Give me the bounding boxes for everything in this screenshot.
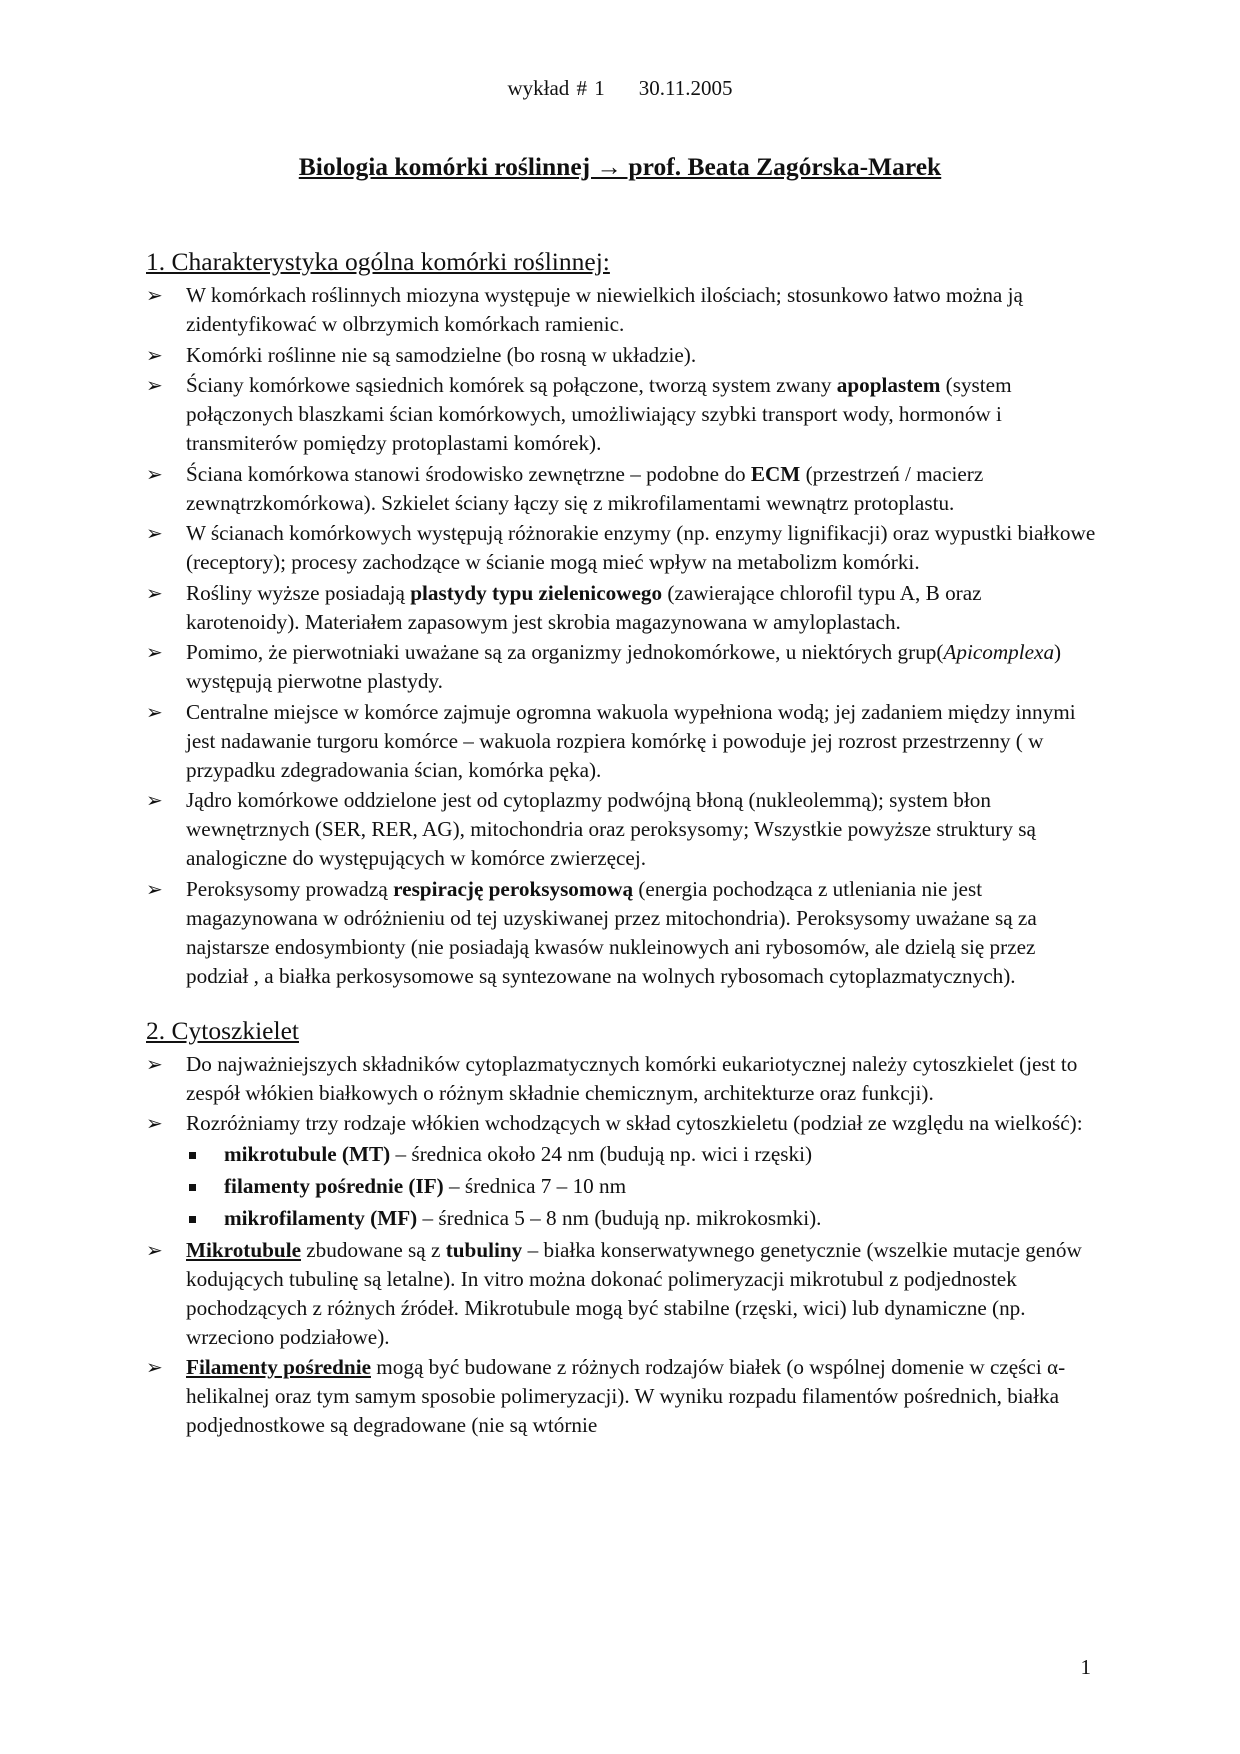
term-apoplast: apoplastem [836, 373, 941, 397]
list-item: ➢ Ściany komórkowe sąsiednich komórek są połączone, tworzą system zwany apoplastem (system połączonych blaszkami ścian komórkowych, umożliwiający szybki transport wody, hormonów i transmiterów pomiędzy protoplastami komórek). [146, 371, 1096, 458]
page-header [0, 76, 1240, 101]
lecture-label: wykład # 1 [507, 76, 605, 100]
list-item: ➢ Jądro komórkowe oddzielone jest od cytoplazmy podwójną błoną (nukleolemmą); system błon wewnętrznych (SER, RER, AG), mitochondria oraz peroksysomy; Wszystkie powyższe struktury są analogiczne do występujących w komórce zwierzęcej. [146, 786, 1096, 873]
sub-list-item: mikrofilamenty (MF) – średnica 5 – 8 nm (budują np. mikrokosmki). [186, 1202, 1096, 1234]
list-item: ➢ Pomimo, że pierwotniaki uważane są za organizmy jednokomórkowe, u niektórych grup(Apicomplexa) występują pierwotne plastydy. [146, 638, 1096, 696]
section-heading-1: 1. Charakterystyka ogólna komórki roślinnej: [146, 247, 610, 276]
term-ecm: ECM [750, 461, 801, 486]
page-number: 1 [1080, 1655, 1091, 1679]
list-item: ➢ Rozróżniamy trzy rodzaje włókien wchodzących w skład cytoszkieletu (podział ze względu na wielkość): mikrotubule (MT) – średnica około 24 nm (budują np. wici i rzęski) filamenty pośrednie (IF) – średnica 7 – 10 nm mikrofilamenty (MF) – średnica 5 – 8 nm (budują np. mikrokosmki). [146, 1109, 1096, 1234]
list-item: ➢ Centralne miejsce w komórce zajmuje ogromna wakuola wypełniona wodą; jej zadaniem między innymi jest nadawanie turgoru komórce – wakuola rozpiera komórkę i powoduje jej rozrost przestrzenny ( w przypadku zdegradowania ścian, komórka pęka). [146, 698, 1096, 785]
list-item: ➢ Peroksysomy prowadzą respirację peroksysomową (energia pochodząca z utleniania nie jest magazynowana w odróżnieniu od tej uzyskiwanej przez mitochondria). Peroksysomy uważane są za najstarsze endosymbionty (nie posiadają kwasów nukleinowych ani rybosomów, ale dzielą się przez podział , a białka perkosysomowe są syntezowane na wolnych rybosomach cytoplazmatycznych). [146, 875, 1096, 991]
section-heading-2: 2. Cytoszkielet [146, 1015, 299, 1045]
term-apicomplexa: Apicomplexa [943, 640, 1055, 664]
list-item: ➢ Filamenty pośrednie mogą być budowane z różnych rodzajów białek (o wspólnej domenie w części α-helikalnej oraz tym samym sposobie polimeryzacji). W wyniku rozpadu filamentów pośrednich, białka podjednostkowe są degradowane (nie są wtórnie [146, 1353, 1096, 1440]
list-item: ➢ Mikrotubule zbudowane są z tubuliny – białka konserwatywnego genetycznie (wszelkie mutacje genów kodujących tubulinę są letalne). In vitro można dokonać polimeryzacji mikrotubul z podjednostek pochodzących z różnych źródeł. Mikrotubule mogą być stabilne (rzęski, wici) lub dynamiczne (np. wrzeciono podziałowe). [146, 1236, 1096, 1352]
list-item: ➢ Ściana komórkowa stanowi środowisko zewnętrzne – podobne do ECM (przestrzeń / macierz zewnątrzkomórkowa). Szkielet ściany łączy się z mikrofilamentami wewnątrz protoplastu. [146, 460, 1096, 518]
list-item: ➢ W ścianach komórkowych występują różnorakie enzymy (np. enzymy lignifikacji) oraz wypustki białkowe (receptory); procesy zachodzące w ścianie mogą mieć wpływ na metabolizm komórki. [146, 519, 1096, 577]
section-1-list [146, 281, 1096, 991]
term-intermediate-filaments: Filamenty pośrednie [186, 1355, 371, 1379]
list-item: ➢ W komórkach roślinnych miozyna występuje w niewielkich ilościach; stosunkowo łatwo można ją zidentyfikować w olbrzymich komórkach ramienic. [146, 281, 1096, 339]
list-item: ➢ Do najważniejszych składników cytoplazmatycznych komórki eukariotycznej należy cytoszkielet (jest to zespół włókien białkowych o różnym składnie chemicznym, architekturze oraz funkcji). [146, 1050, 1096, 1108]
term-tubulin: tubuliny [445, 1237, 523, 1262]
lecture-date: 30.11.2005 [638, 76, 733, 100]
term-respiration: respirację peroksysomową [393, 876, 634, 901]
term-plastids: plastydy typu zielenicowego [410, 580, 663, 605]
sub-list-item: mikrotubule (MT) – średnica około 24 nm (budują np. wici i rzęski) [186, 1138, 1096, 1170]
list-item: ➢ Komórki roślinne nie są samodzielne (bo rosną w układzie). [146, 341, 1096, 370]
sub-list-item: filamenty pośrednie (IF) – średnica 7 – 10 nm [186, 1170, 1096, 1202]
fiber-types-list [186, 1138, 1096, 1234]
section-2-list [146, 1050, 1096, 1441]
document-title: Biologia komórki roślinnej → prof. Beata Zagórska-Marek [298, 152, 942, 181]
document-body [146, 246, 1096, 1442]
list-item: ➢ Rośliny wyższe posiadają plastydy typu zielenicowego (zawierające chlorofil typu A, B oraz karotenoidy). Materiałem zapasowym jest skrobia magazynowana w amyloplastach. [146, 579, 1096, 637]
term-microtubules: Mikrotubule [186, 1237, 301, 1262]
